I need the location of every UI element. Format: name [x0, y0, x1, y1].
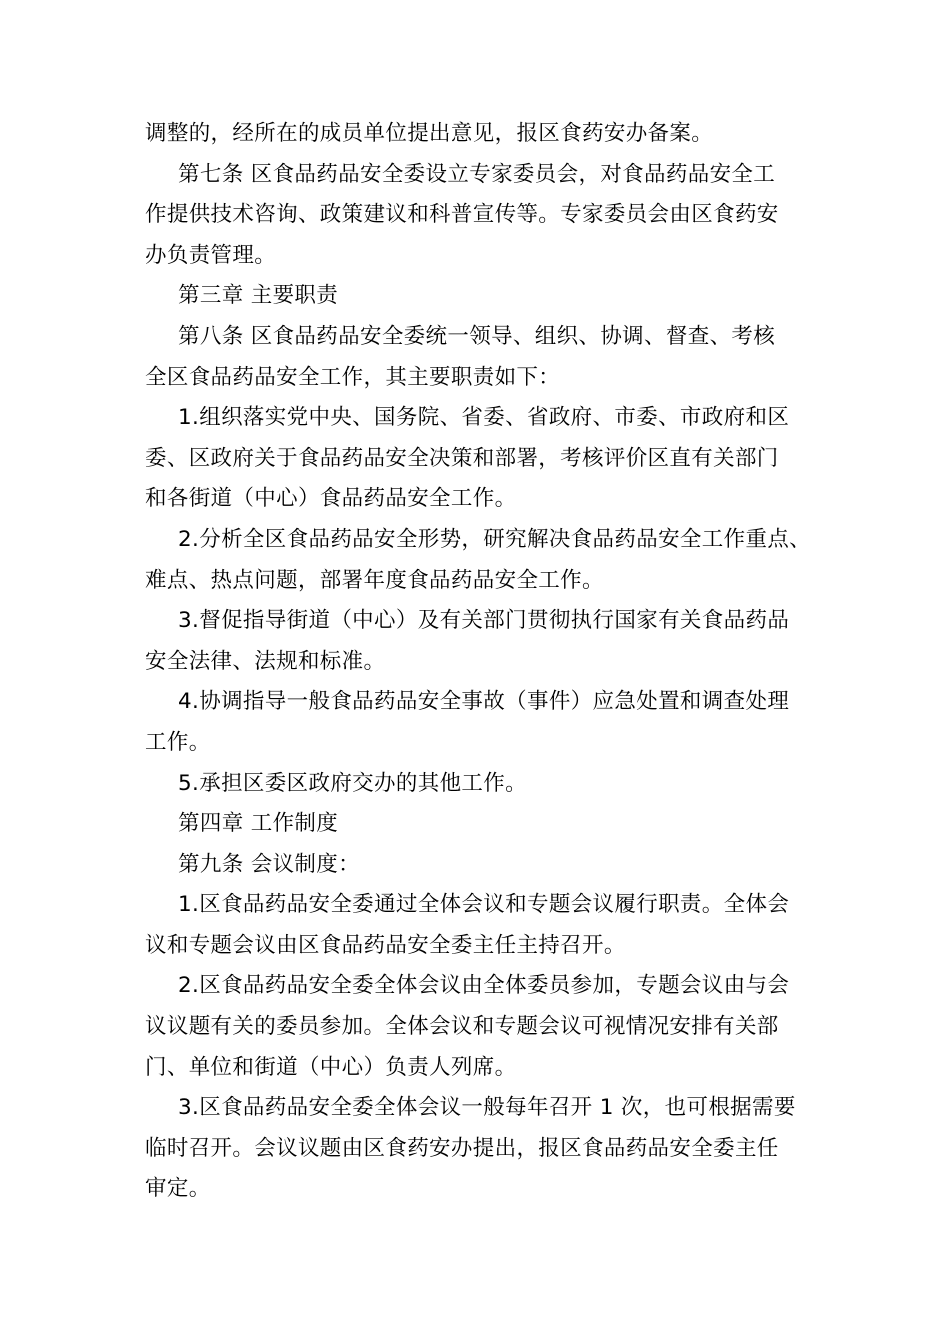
text-line: 安全法律、法规和标准。 [145, 648, 386, 674]
text-line: 工作。 [145, 729, 211, 755]
text-line: 第三章 主要职责 [178, 283, 339, 309]
text-line: 临时召开。会议议题由区食药安办提出，报区食品药品安全委主任 [145, 1135, 779, 1161]
text-line: 第九条 会议制度： [178, 851, 360, 877]
text-line: 3.督促指导街道（中心）及有关部门贯彻执行国家有关食品药品 [178, 608, 790, 634]
text-line: 全区食品药品安全工作，其主要职责如下： [145, 364, 561, 390]
text-line: 2.分析全区食品药品安全形势，研究解决食品药品安全工作重点、 [178, 526, 812, 552]
text-line: 4.协调指导一般食品药品安全事故（事件）应急处置和调查处理 [178, 689, 790, 715]
document-body [145, 114, 813, 1210]
text-line: 1.组织落实党中央、国务院、省委、省政府、市委、市政府和区 [178, 405, 790, 431]
text-line: 审定。 [145, 1176, 211, 1202]
text-line: 议和专题会议由区食品药品安全委主任主持召开。 [145, 932, 626, 958]
text-line: 1.区食品药品安全委通过全体会议和专题会议履行职责。全体会 [178, 892, 790, 918]
text-line: 第四章 工作制度 [178, 811, 339, 837]
text-line: 委、区政府关于食品药品安全决策和部署，考核评价区直有关部门 [145, 445, 779, 471]
text-line: 3.区食品药品安全委全体会议一般每年召开 1 次，也可根据需要 [178, 1095, 796, 1121]
text-line: 议议题有关的委员参加。全体会议和专题会议可视情况安排有关部 [145, 1014, 779, 1040]
text-line: 办负责管理。 [145, 242, 277, 268]
text-line: 和各街道（中心）食品药品安全工作。 [145, 486, 517, 512]
text-line: 5.承担区委区政府交办的其他工作。 [178, 770, 527, 796]
text-line: 第八条 区食品药品安全委统一领导、组织、协调、督查、考核 [178, 323, 776, 349]
text-line: 2.区食品药品安全委全体会议由全体委员参加，专题会议由与会 [178, 973, 790, 999]
text-line: 门、单位和街道（中心）负责人列席。 [145, 1054, 517, 1080]
text-line: 调整的，经所在的成员单位提出意见，报区食药安办备案。 [145, 121, 714, 146]
text-line: 第七条 区食品药品安全委设立专家委员会，对食品药品安全工 [178, 161, 776, 187]
text-line: 作提供技术咨询、政策建议和科普宣传等。专家委员会由区食药安 [145, 202, 779, 228]
text-line: 难点、热点问题，部署年度食品药品安全工作。 [145, 567, 604, 593]
